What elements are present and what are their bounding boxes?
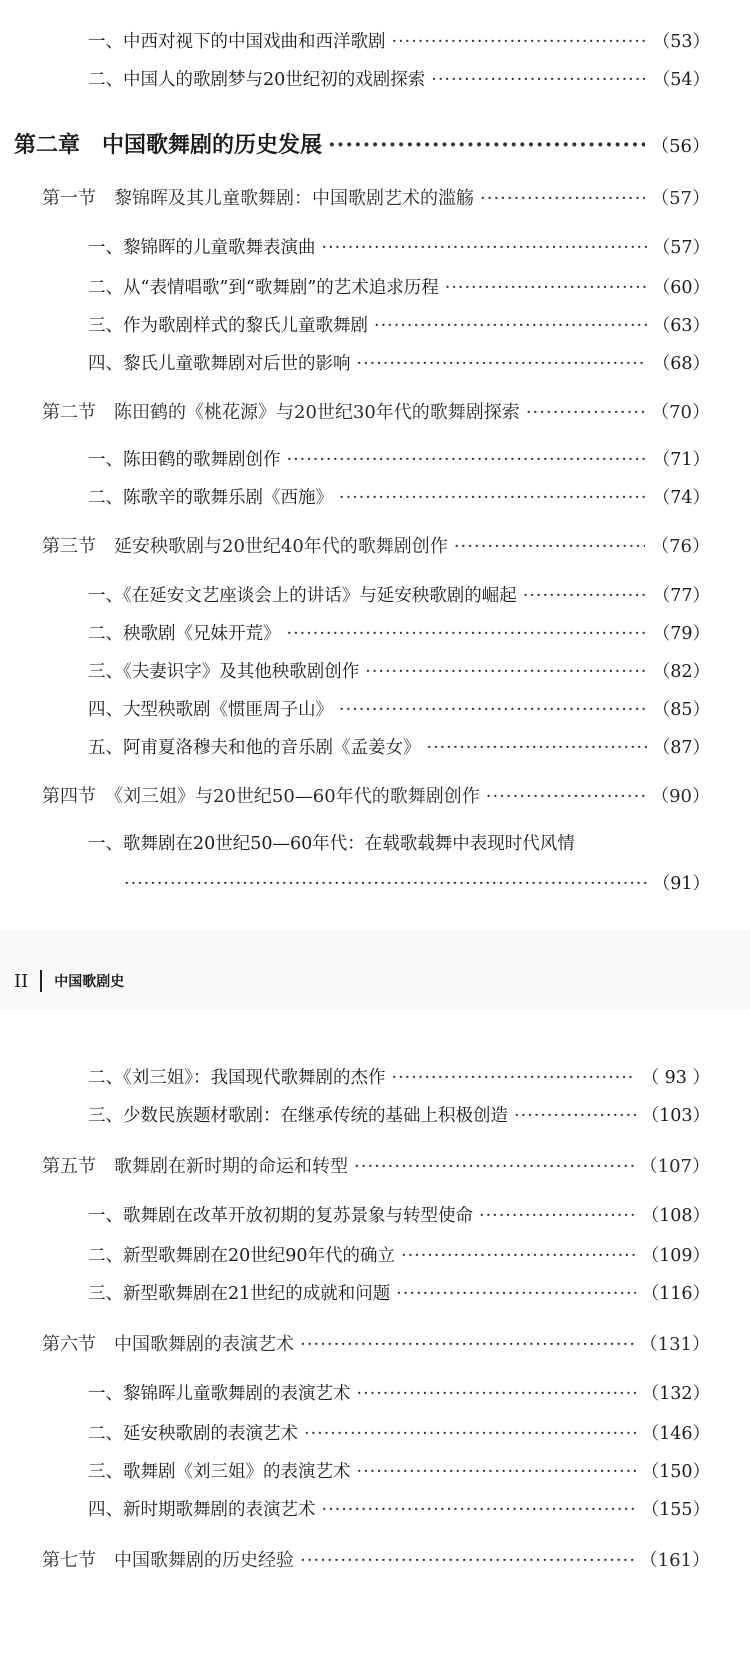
leader-dots — [480, 188, 645, 209]
toc-entry-page: （90） — [651, 786, 710, 807]
toc-entry — [88, 696, 710, 721]
toc-entry-title: 三、歌舞剧《刘三姐》的表演艺术 — [88, 1462, 351, 1482]
toc-entry-title: 一、黎锦晖儿童歌舞剧的表演艺术 — [88, 1384, 351, 1404]
toc-entry-title: 三、少数民族题材歌剧：在继承传统的基础上积极创造 — [88, 1106, 508, 1126]
toc-entry — [88, 234, 710, 259]
page-number: II — [14, 970, 29, 992]
toc-entry — [88, 1064, 710, 1089]
toc-section-title: 第一节 黎锦晖及其儿童歌舞剧：中国歌剧艺术的滥觞 — [42, 188, 474, 209]
toc-entry-title: 四、大型秧歌剧《惯匪周子山》 — [88, 700, 333, 720]
toc-entry-page: （60） — [652, 278, 710, 298]
toc-entry-page: （82） — [652, 662, 710, 682]
toc-entry-title: 五、阿甫夏洛穆夫和他的音乐剧《孟姜女》 — [88, 738, 421, 758]
toc-entry-page: （155） — [641, 1500, 710, 1520]
toc-entry-page: （ 93 ） — [641, 1068, 710, 1088]
toc-entry-title: 二、从“表情唱歌”到“歌舞剧”的艺术追求历程 — [88, 278, 439, 298]
leader-dots — [392, 1068, 636, 1088]
toc-entry — [88, 484, 710, 509]
leader-dots — [486, 786, 645, 807]
toc-entry-title: 四、黎氏儿童歌舞剧对后世的影响 — [88, 354, 351, 374]
toc-section — [42, 184, 710, 210]
leader-dots — [322, 1500, 636, 1520]
leader-dots — [328, 132, 645, 158]
leader-dots — [357, 354, 647, 374]
running-title: 中国歌剧史 — [54, 974, 125, 990]
toc-section-title: 第四节 《刘三姐》与20世纪50—60年代的歌舞剧创作 — [42, 786, 480, 807]
leader-dots — [374, 316, 647, 336]
toc-entry-page: （107） — [639, 1156, 710, 1177]
toc-entry — [88, 274, 710, 299]
toc-entry-page: （108） — [641, 1206, 710, 1226]
toc-entry — [88, 28, 710, 53]
toc-entry-page: （131） — [639, 1334, 710, 1355]
leader-dots — [287, 624, 647, 644]
leader-dots — [354, 1156, 634, 1177]
leader-dots — [300, 1334, 634, 1355]
toc-entry — [88, 1102, 710, 1127]
toc-entry — [88, 1380, 710, 1405]
toc-entry — [88, 1202, 710, 1227]
toc-entry — [88, 830, 710, 855]
toc-entry-page: （116） — [641, 1284, 710, 1304]
toc-chapter-title: 第二章 中国歌舞剧的历史发展 — [14, 132, 323, 158]
toc-entry-page: （77） — [652, 586, 710, 606]
toc-entry — [88, 1280, 710, 1305]
toc-entry-title: 一、黎锦晖的儿童歌舞表演曲 — [88, 238, 316, 258]
toc-entry-page: （57） — [651, 188, 710, 209]
toc-section-title: 第五节 歌舞剧在新时期的命运和转型 — [42, 1156, 348, 1177]
leader-dots — [304, 1424, 636, 1444]
leader-dots — [339, 488, 647, 508]
toc-entry-page: （54） — [652, 70, 710, 90]
toc-entry-title: 四、新时期歌舞剧的表演艺术 — [88, 1500, 316, 1520]
leader-dots — [124, 874, 647, 894]
toc-entry — [88, 446, 710, 471]
leader-dots — [445, 278, 647, 298]
toc-entry-page: （53） — [652, 32, 710, 52]
leader-dots — [523, 586, 647, 606]
toc-entry — [88, 582, 710, 607]
leader-dots — [300, 1550, 634, 1571]
leader-dots — [392, 32, 647, 52]
toc-entry-page: （109） — [641, 1246, 710, 1266]
toc-entry — [88, 734, 710, 759]
leader-dots — [526, 402, 645, 423]
toc-entry — [88, 350, 710, 375]
page-footer — [14, 970, 124, 992]
toc-section — [42, 1546, 710, 1572]
toc-entry-page: （56） — [651, 136, 710, 157]
toc-entry — [88, 620, 710, 645]
toc-entry-page: （146） — [641, 1424, 710, 1444]
toc-section — [42, 1152, 710, 1178]
toc-entry — [88, 1242, 710, 1267]
toc-entry-title: 三、《夫妻识字》及其他秧歌剧创作 — [88, 662, 360, 682]
toc-entry-title: 一、陈田鹤的歌舞剧创作 — [88, 450, 281, 470]
toc-entry-continuation — [124, 870, 710, 895]
leader-dots — [357, 1462, 636, 1482]
toc-section — [42, 782, 710, 808]
toc-entry-title: 二、陈歌辛的歌舞乐剧《西施》 — [88, 488, 333, 508]
toc-entry-page: （57） — [652, 238, 710, 258]
toc-section-title: 第七节 中国歌舞剧的历史经验 — [42, 1550, 294, 1571]
leader-dots — [287, 450, 647, 470]
toc-section-title: 第二节 陈田鹤的《桃花源》与20世纪30年代的歌舞剧探索 — [42, 402, 520, 423]
toc-section — [42, 532, 710, 558]
toc-entry-page: （103） — [641, 1106, 710, 1126]
toc-section — [42, 398, 710, 424]
toc-entry — [88, 1420, 710, 1445]
leader-dots — [479, 1206, 636, 1226]
toc-entry-page: （132） — [641, 1384, 710, 1404]
toc-entry-page: （74） — [652, 488, 710, 508]
toc-entry-page: （161） — [639, 1550, 710, 1571]
toc-entry-title: 二、延安秧歌剧的表演艺术 — [88, 1424, 298, 1444]
leader-dots — [514, 1106, 636, 1126]
toc-entry-page: （150） — [641, 1462, 710, 1482]
toc-entry-title: 一、歌舞剧在20世纪50—60年代：在载歌载舞中表现时代风情 — [88, 834, 575, 854]
leader-dots — [357, 1384, 636, 1404]
toc-entry-page: （91） — [652, 874, 710, 894]
leader-dots — [365, 662, 646, 682]
toc-entry-title: 二、秧歌剧《兄妹开荒》 — [88, 624, 281, 644]
toc-entry-title: 一、歌舞剧在改革开放初期的复苏景象与转型使命 — [88, 1206, 473, 1226]
toc-entry-title: 一、《在延安文艺座谈会上的讲话》与延安秧歌剧的崛起 — [88, 586, 517, 606]
leader-dots — [396, 1284, 635, 1304]
toc-entry-title: 一、中西对视下的中国戏曲和西洋歌剧 — [88, 32, 386, 52]
leader-dots — [339, 700, 647, 720]
toc-section-title: 第三节 延安秧歌剧与20世纪40年代的歌舞剧创作 — [42, 536, 448, 557]
leader-dots — [431, 70, 646, 90]
toc-entry — [88, 658, 710, 683]
toc-entry-page: （87） — [652, 738, 710, 758]
toc-entry — [88, 1496, 710, 1521]
toc-entry-page: （85） — [652, 700, 710, 720]
toc-entry-page: （70） — [651, 402, 710, 423]
toc-entry — [88, 1458, 710, 1483]
toc-entry-title: 二、《刘三姐》：我国现代歌舞剧的杰作 — [88, 1068, 386, 1088]
toc-section — [42, 1330, 710, 1356]
toc-entry-title: 三、新型歌舞剧在21世纪的成就和问题 — [88, 1284, 391, 1304]
leader-dots — [427, 738, 647, 758]
toc-entry-page: （76） — [651, 536, 710, 557]
footer-separator — [40, 970, 42, 992]
toc-chapter — [14, 128, 710, 159]
leader-dots — [322, 238, 647, 258]
toc-entry — [88, 312, 710, 337]
toc-entry-title: 三、作为歌剧样式的黎氏儿童歌舞剧 — [88, 316, 368, 336]
leader-dots — [401, 1246, 636, 1266]
toc-entry-page: （63） — [652, 316, 710, 336]
leader-dots — [454, 536, 645, 557]
toc-entry-page: （71） — [652, 450, 710, 470]
toc-entry — [88, 66, 710, 91]
toc-section-title: 第六节 中国歌舞剧的表演艺术 — [42, 1334, 294, 1355]
toc-entry-title: 二、中国人的歌剧梦与20世纪初的戏剧探索 — [88, 70, 426, 90]
toc-entry-title: 二、新型歌舞剧在20世纪90年代的确立 — [88, 1246, 396, 1266]
toc-entry-page: （79） — [652, 624, 710, 644]
toc-entry-page: （68） — [652, 354, 710, 374]
